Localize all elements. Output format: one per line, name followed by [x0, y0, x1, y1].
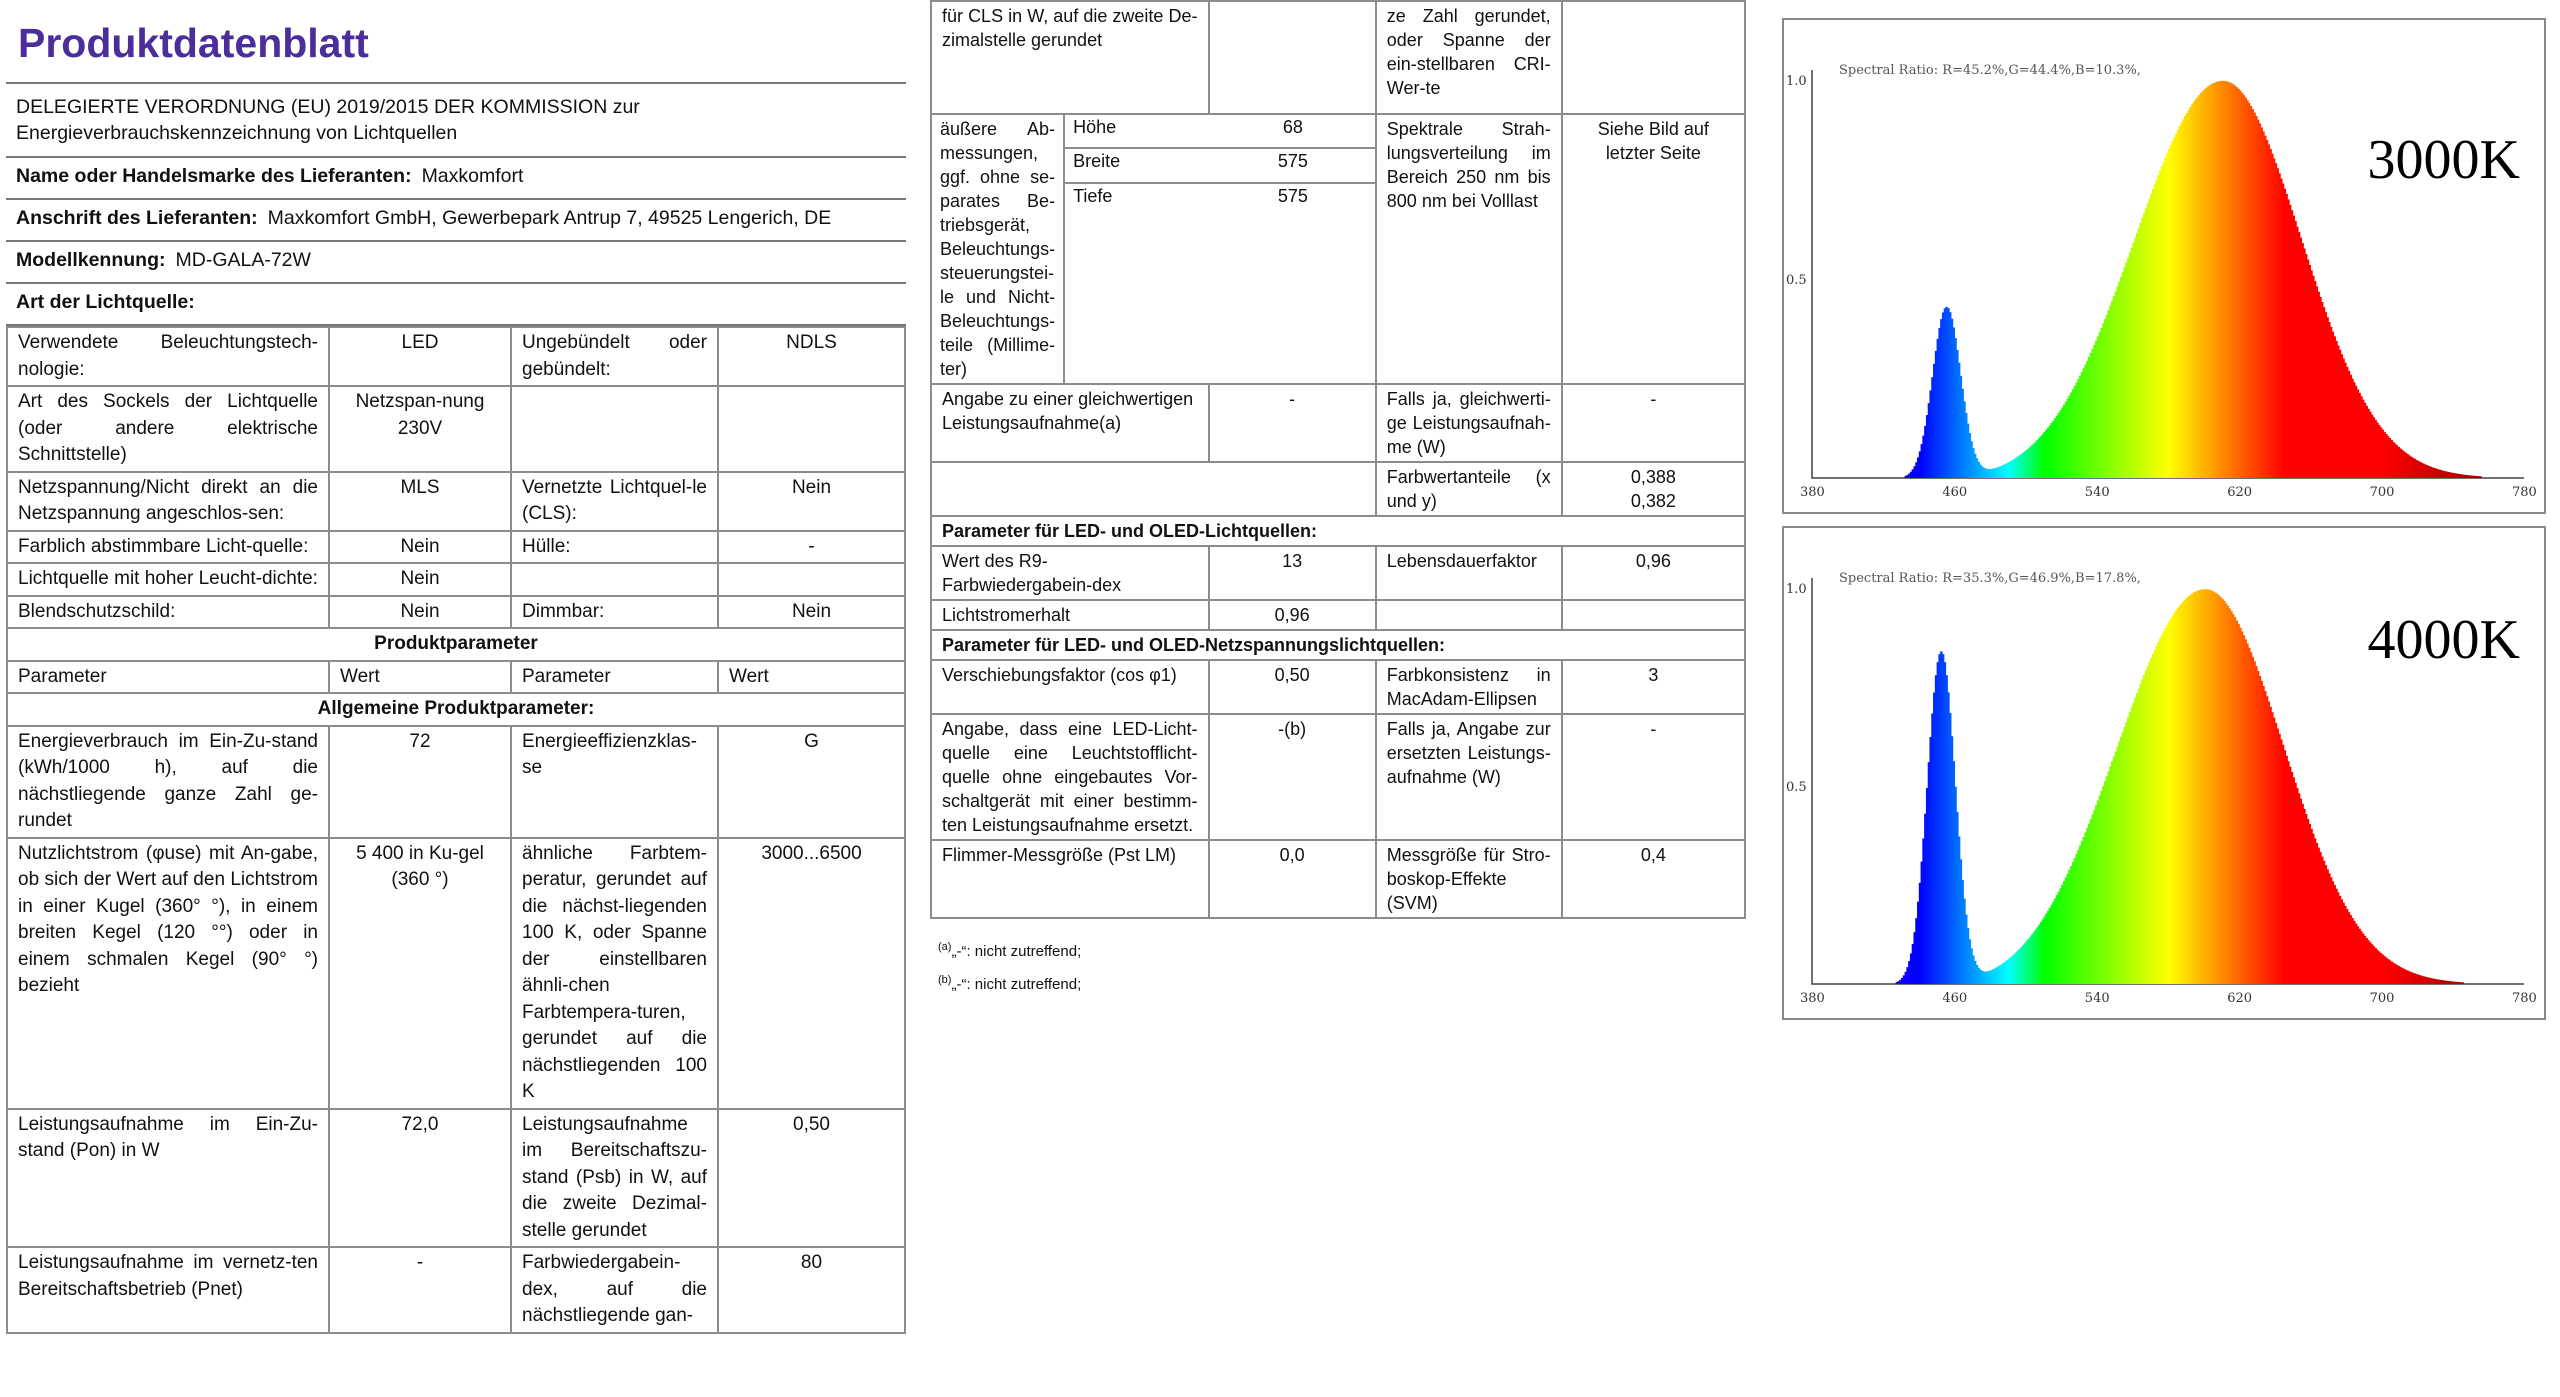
row-label — [511, 386, 718, 472]
table-row — [7, 1109, 905, 1248]
model-row — [6, 242, 906, 284]
x-tick-label: 620 — [2227, 485, 2253, 500]
table-row — [7, 472, 905, 531]
shift-label: Verschiebungsfaktor (cos φ1) — [931, 660, 1209, 714]
y-tick-label: 1.0 — [1786, 74, 1807, 89]
table-row — [7, 386, 905, 472]
row-value: Nein — [718, 596, 905, 629]
address-label: Anschrift des Lieferanten: — [16, 207, 258, 229]
cls-power-label: für CLS in W, auf die zweite De-zimalstelle gerundet — [931, 1, 1209, 114]
row-label: Farblich abstimmbare Licht-quelle: — [7, 531, 329, 564]
dim-value: 575 — [1211, 148, 1375, 183]
y-tick-label: 1.0 — [1786, 582, 1807, 597]
chroma-label: Farbwertanteile (x und y) — [1376, 462, 1562, 516]
dimensions-cell — [931, 114, 1376, 384]
supplier-name-row — [6, 158, 906, 200]
middle-column — [930, 0, 1746, 999]
spectrum-4000k — [1782, 526, 2546, 1020]
x-tick-label: 780 — [2512, 485, 2537, 500]
x-tick-label: 700 — [2369, 485, 2395, 500]
row-value: - — [718, 531, 905, 564]
macadam-label: Farbkonsistenz in MacAdam-Ellipsen — [1376, 660, 1562, 714]
table-row — [7, 1247, 905, 1333]
address-row — [6, 200, 906, 242]
dim-label: Tiefe — [1073, 186, 1113, 206]
param-value: 80 — [718, 1247, 905, 1333]
table-row — [931, 1, 1745, 114]
light-source-table — [6, 326, 906, 1334]
param-value: 3000...6500 — [718, 838, 905, 1109]
x-tick-label: 380 — [1800, 991, 1825, 1006]
footnote-b: $^{(b)}$„-“: nicht zutreffend; — [938, 974, 1082, 993]
cri-label: ze Zahl gerundet, oder Spanne der ein-stellbaren CRI-Wer-te — [1376, 1, 1562, 114]
flicker-label: Flimmer-Messgröße (Pst LM) — [931, 840, 1209, 918]
param-label: Energieeffizienzklas-se — [511, 726, 718, 838]
x-tick-label: 460 — [1942, 485, 1968, 500]
x-tick-label: 620 — [2227, 991, 2253, 1006]
dim-label: Breite — [1064, 148, 1211, 183]
led-params-header: Parameter für LED- und OLED-Lichtquellen: — [931, 516, 1745, 546]
param-label: Farbwiedergabein-dex, auf die nächstliegende gan- — [511, 1247, 718, 1333]
param-value: 72 — [329, 726, 511, 838]
cct-label: 4000K — [2367, 609, 2520, 671]
table-row — [931, 600, 1745, 630]
svm-label: Messgröße für Stro-boskop-Effekte (SVM) — [1376, 840, 1562, 918]
row-label — [511, 563, 718, 596]
dim-value: 68 — [1282, 117, 1303, 137]
param-header-row — [7, 661, 905, 694]
x-tick-label: 540 — [2084, 991, 2110, 1006]
produktparameter-header: Produktparameter — [7, 628, 905, 661]
address-value: Maxkomfort GmbH, Gewerbepark Antrup 7, 49525 Lengerich, DE — [267, 207, 832, 229]
svm-value: 0,4 — [1562, 840, 1745, 918]
replace-value: -(b) — [1209, 714, 1376, 840]
dim-value: 575 — [1277, 186, 1308, 206]
supplier-name-value: Maxkomfort — [421, 165, 524, 187]
table-row — [7, 726, 905, 838]
row-value — [718, 386, 905, 472]
dimensions-label: äußere Ab-messungen, ggf. ohne se-parates Be-triebsgerät, Beleuchtungs-steuerungstei-le und Nicht-Beleuchtungs-teile (Millime-ter) — [932, 115, 1064, 383]
cri-value — [1562, 1, 1745, 114]
r9-label: Wert des R9-Farbwiedergabein-dex — [931, 546, 1209, 600]
flux-label: Lichtstromerhalt — [931, 600, 1209, 630]
y-tick-label: 0.5 — [1786, 273, 1807, 288]
row-value: Nein — [329, 596, 511, 629]
param-label: Leistungsaufnahme im vernetz-ten Bereitschaftsbetrieb (Pnet) — [7, 1247, 329, 1333]
param-value: G — [718, 726, 905, 838]
page-title: Produktdatenblatt — [18, 20, 369, 66]
chroma-value: 0,388 0,382 — [1562, 462, 1745, 516]
cct-label: 3000K — [2367, 129, 2520, 191]
x-tick-label: 380 — [1800, 485, 1825, 500]
param-value: 72,0 — [329, 1109, 511, 1248]
left-column — [0, 0, 910, 1334]
middle-table — [930, 0, 1746, 919]
row-value: Nein — [718, 472, 905, 531]
model-value: MD-GALA-72W — [175, 249, 311, 271]
footnotes — [938, 933, 1746, 999]
light-source-type-row — [6, 284, 906, 326]
param-header: Parameter — [7, 661, 329, 694]
param-value: 0,50 — [718, 1109, 905, 1248]
table-row — [931, 660, 1745, 714]
table-row — [931, 546, 1745, 600]
row-value: LED — [329, 327, 511, 386]
dim-label: Höhe — [1073, 117, 1117, 137]
supplier-name-label: Name oder Handelsmarke des Lieferanten: — [16, 165, 412, 187]
spectral-ratio-text: Spectral Ratio: R=35.3%,G=46.9%,B=17.8%, — [1839, 571, 2141, 586]
table-row — [931, 114, 1745, 384]
empty-cell — [931, 462, 1376, 516]
row-value: MLS — [329, 472, 511, 531]
param-label: Energieverbrauch im Ein-Zu-stand (kWh/1000 h), auf die nächstliegende ganze Zahl ge-rundet — [7, 726, 329, 838]
regulation-text: DELEGIERTE VERORDNUNG (EU) 2019/2015 DER KOMMISSION zur Energieverbrauchskennzeichnung von Lichtquellen — [6, 82, 906, 158]
mains-params-header: Parameter für LED- und OLED-Netzspannungslichtquellen: — [931, 630, 1745, 660]
param-label: Leistungsaufnahme im Bereitschaftszu-stand (Psb) in W, auf die zweite Dezimal-stelle gerundet — [511, 1109, 718, 1248]
r9-value: 13 — [1209, 546, 1376, 600]
spectrum-bar — [2462, 982, 2464, 984]
row-label: Blendschutzschild: — [7, 596, 329, 629]
life-value: 0,96 — [1562, 546, 1745, 600]
table-row — [7, 327, 905, 386]
param-value: - — [329, 1247, 511, 1333]
flicker-value: 0,0 — [1209, 840, 1376, 918]
spectrum-chart — [1784, 528, 2540, 1018]
table-row — [7, 563, 905, 596]
equiv-q-label: Falls ja, gleichwerti-ge Leistungsaufnah-me (W) — [1376, 384, 1562, 462]
table-row — [931, 462, 1745, 516]
table-row — [931, 384, 1745, 462]
equiv-label: Angabe zu einer gleichwertigen Leistungsaufnahme(a) — [931, 384, 1209, 462]
param-header: Parameter — [511, 661, 718, 694]
param-label: ähnliche Farbtem-peratur, gerundet auf die nächst-liegenden 100 K, oder Spanne der einstellbaren ähnli-chen Farbtempera-turen, gerundet auf die nächstliegenden 100 K — [511, 838, 718, 1109]
flux-value: 0,96 — [1209, 600, 1376, 630]
x-tick-label: 780 — [2512, 991, 2537, 1006]
replace-q-value: - — [1562, 714, 1745, 840]
table-row — [931, 714, 1745, 840]
model-label: Modellkennung: — [16, 249, 166, 271]
row-value: Nein — [329, 563, 511, 596]
row-label: Vernetzte Lichtquel-le (CLS): — [511, 472, 718, 531]
macadam-value: 3 — [1562, 660, 1745, 714]
replace-q-label: Falls ja, Angabe zur ersetzten Leistungs-aufnahme (W) — [1376, 714, 1562, 840]
x-tick-label: 540 — [2084, 485, 2110, 500]
table-row — [931, 840, 1745, 918]
footnote-a: $^{(a)}$„-“: nicht zutreffend; — [938, 941, 1082, 960]
table-row — [7, 596, 905, 629]
spectral-label: Spektrale Strah-lungsverteilung im Bereich 250 nm bis 800 nm bei Volllast — [1376, 114, 1562, 384]
life-label: Lebensdauerfaktor — [1376, 546, 1562, 600]
row-label: Verwendete Beleuchtungstech-nologie: — [7, 327, 329, 386]
row-label: Hülle: — [511, 531, 718, 564]
spectrum-bar — [2480, 476, 2482, 478]
row-label: Dimmbar: — [511, 596, 718, 629]
replace-label: Angabe, dass eine LED-Licht-quelle eine Leuchtstofflicht-quelle ohne eingebautes Vor-schaltgerät mit einer bestimm-ten Leistungsaufnahme ersetzt. — [931, 714, 1209, 840]
spectral-value: Siehe Bild auf letzter Seite — [1562, 114, 1745, 384]
row-value: Nein — [329, 531, 511, 564]
param-header: Wert — [329, 661, 511, 694]
param-header: Wert — [718, 661, 905, 694]
x-tick-label: 700 — [2369, 991, 2395, 1006]
row-label: Art des Sockels der Lichtquelle (oder andere elektrische Schnittstelle) — [7, 386, 329, 472]
allgemeine-header: Allgemeine Produktparameter: — [7, 693, 905, 726]
shift-value: 0,50 — [1209, 660, 1376, 714]
cls-power-value — [1209, 1, 1376, 114]
row-value: Netzspan-nung 230V — [329, 386, 511, 472]
y-tick-label: 0.5 — [1786, 780, 1807, 795]
param-value: 5 400 in Ku-gel (360 °) — [329, 838, 511, 1109]
row-label: Lichtquelle mit hoher Leucht-dichte: — [7, 563, 329, 596]
light-source-type-label: Art der Lichtquelle: — [16, 291, 195, 313]
param-label: Leistungsaufnahme im Ein-Zu-stand (Pon) in W — [7, 1109, 329, 1248]
table-row — [7, 531, 905, 564]
spectral-ratio-text: Spectral Ratio: R=45.2%,G=44.4%,B=10.3%, — [1839, 63, 2141, 78]
x-tick-label: 460 — [1942, 991, 1968, 1006]
row-value: NDLS — [718, 327, 905, 386]
table-row — [7, 838, 905, 1109]
row-value — [718, 563, 905, 596]
param-label: Nutzlichtstrom (φuse) mit An-gabe, ob sich der Wert auf den Lichtstrom in einer Kugel (360° °), in einem breiten Kegel (120 °°) oder in einem schmalen Kegel (90° °) bezieht — [7, 838, 329, 1109]
spectrum-chart — [1784, 20, 2540, 512]
equiv-q-value: - — [1562, 384, 1745, 462]
row-label: Netzspannung/Nicht direkt an die Netzspannung angeschlos-sen: — [7, 472, 329, 531]
row-label: Ungebündelt oder gebündelt: — [511, 327, 718, 386]
equiv-value: - — [1209, 384, 1376, 462]
spectrum-3000k — [1782, 18, 2546, 514]
